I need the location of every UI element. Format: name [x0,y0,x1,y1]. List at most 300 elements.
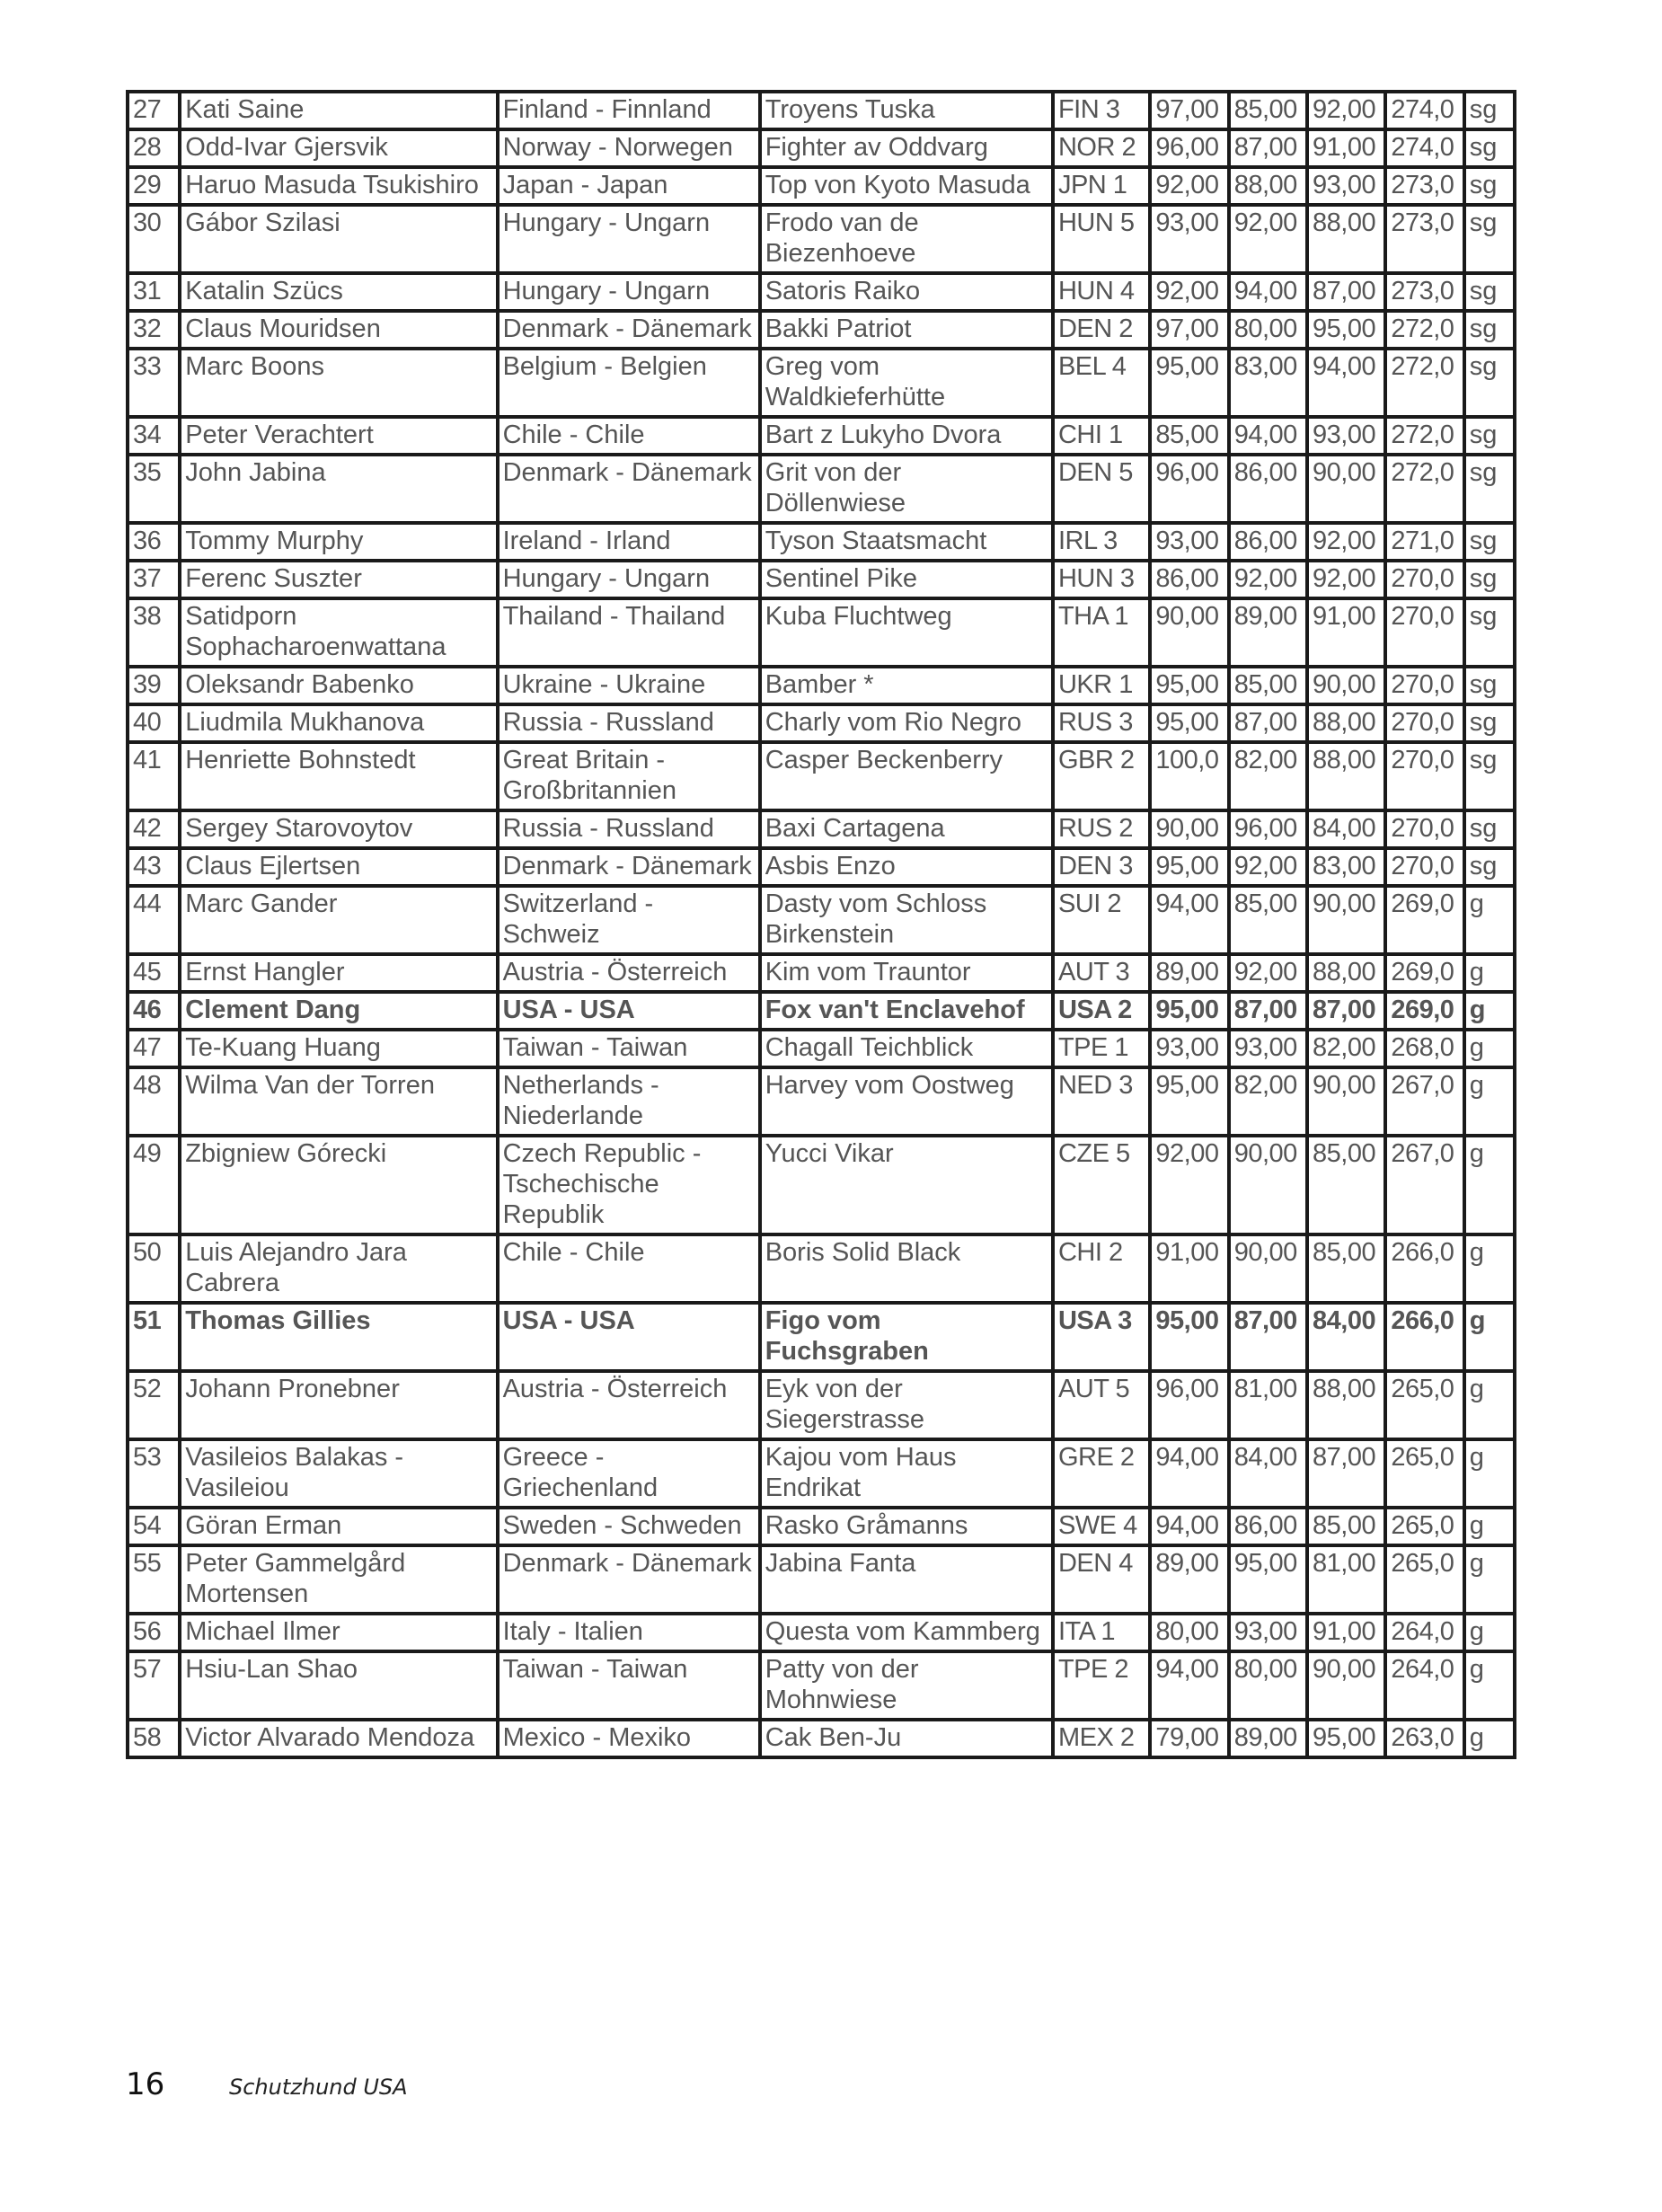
score-c-cell: 85,00 [1307,1234,1385,1303]
handler-cell: Gábor Szilasi [180,205,497,273]
score-b-cell: 96,00 [1229,810,1307,848]
country-cell: Switzerland - Schweiz [498,886,760,954]
country-cell: Finland - Finnland [498,92,760,129]
total-cell: 269,0 [1385,954,1463,992]
handler-cell: Michael Ilmer [180,1614,497,1651]
dog-name-cell: Bamber * [760,667,1053,704]
country-cell: USA - USA [498,1303,760,1371]
score-a-cell: 95,00 [1150,704,1228,742]
handler-cell: Satidporn Sophacharoenwattana [180,598,497,667]
table-row [128,1234,1515,1303]
score-a-cell: 97,00 [1150,92,1228,129]
score-c-cell: 92,00 [1307,523,1385,561]
table-row [128,349,1515,417]
score-b-cell: 87,00 [1229,129,1307,167]
score-b-cell: 92,00 [1229,954,1307,992]
handler-cell: Peter Verachtert [180,417,497,455]
score-b-cell: 81,00 [1229,1371,1307,1439]
score-a-cell: 95,00 [1150,667,1228,704]
score-a-cell: 95,00 [1150,349,1228,417]
rank-cell: 44 [128,886,180,954]
score-c-cell: 88,00 [1307,742,1385,810]
rating-cell: sg [1464,349,1515,417]
score-a-cell: 92,00 [1150,167,1228,205]
country-cell: Thailand - Thailand [498,598,760,667]
handler-cell: Liudmila Mukhanova [180,704,497,742]
rank-cell: 42 [128,810,180,848]
table-row [128,1720,1515,1757]
rank-cell: 29 [128,167,180,205]
handler-cell: Katalin Szücs [180,273,497,311]
country-cell: Taiwan - Taiwan [498,1651,760,1720]
score-a-cell: 92,00 [1150,1136,1228,1234]
rating-cell: g [1464,1720,1515,1757]
table-row [128,954,1515,992]
team-cell: MEX 2 [1053,1720,1150,1757]
rating-cell: g [1464,1030,1515,1067]
rank-cell: 50 [128,1234,180,1303]
rating-cell: g [1464,886,1515,954]
table-row [128,205,1515,273]
rank-cell: 46 [128,992,180,1030]
score-a-cell: 90,00 [1150,810,1228,848]
table-row [128,455,1515,523]
team-cell: CZE 5 [1053,1136,1150,1234]
rating-cell: g [1464,1439,1515,1508]
score-a-cell: 93,00 [1150,205,1228,273]
handler-cell: Göran Erman [180,1508,497,1545]
dog-name-cell: Fox van't Enclavehof [760,992,1053,1030]
rating-cell: sg [1464,92,1515,129]
country-cell: Belgium - Belgien [498,349,760,417]
handler-cell: Tommy Murphy [180,523,497,561]
handler-cell: Ferenc Suszter [180,561,497,598]
score-a-cell: 94,00 [1150,1508,1228,1545]
total-cell: 272,0 [1385,349,1463,417]
rank-cell: 54 [128,1508,180,1545]
score-c-cell: 90,00 [1307,1651,1385,1720]
total-cell: 273,0 [1385,167,1463,205]
score-a-cell: 95,00 [1150,848,1228,886]
dog-name-cell: Asbis Enzo [760,848,1053,886]
table-row [128,273,1515,311]
country-cell: Mexico - Mexiko [498,1720,760,1757]
handler-cell: Victor Alvarado Mendoza [180,1720,497,1757]
total-cell: 270,0 [1385,848,1463,886]
score-b-cell: 92,00 [1229,561,1307,598]
handler-cell: Kati Saine [180,92,497,129]
team-cell: HUN 5 [1053,205,1150,273]
total-cell: 263,0 [1385,1720,1463,1757]
table-row [128,561,1515,598]
handler-cell: Peter Gammelgård Mortensen [180,1545,497,1614]
country-cell: Hungary - Ungarn [498,273,760,311]
rating-cell: g [1464,1651,1515,1720]
table-row [128,523,1515,561]
rank-cell: 35 [128,455,180,523]
dog-name-cell: Troyens Tuska [760,92,1053,129]
team-cell: THA 1 [1053,598,1150,667]
team-cell: SWE 4 [1053,1508,1150,1545]
dog-name-cell: Chagall Teichblick [760,1030,1053,1067]
handler-cell: Clement Dang [180,992,497,1030]
team-cell: BEL 4 [1053,349,1150,417]
score-a-cell: 96,00 [1150,1371,1228,1439]
score-b-cell: 94,00 [1229,417,1307,455]
rating-cell: sg [1464,129,1515,167]
handler-cell: Zbigniew Górecki [180,1136,497,1234]
score-b-cell: 92,00 [1229,205,1307,273]
score-a-cell: 100,0 [1150,742,1228,810]
score-a-cell: 90,00 [1150,598,1228,667]
total-cell: 272,0 [1385,311,1463,349]
score-c-cell: 88,00 [1307,954,1385,992]
score-b-cell: 83,00 [1229,349,1307,417]
results-table-body [128,92,1515,1757]
score-b-cell: 87,00 [1229,704,1307,742]
rank-cell: 45 [128,954,180,992]
country-cell: Japan - Japan [498,167,760,205]
country-cell: Chile - Chile [498,1234,760,1303]
score-b-cell: 93,00 [1229,1614,1307,1651]
total-cell: 265,0 [1385,1508,1463,1545]
dog-name-cell: Bart z Lukyho Dvora [760,417,1053,455]
score-c-cell: 83,00 [1307,848,1385,886]
dog-name-cell: Rasko Gråmanns [760,1508,1053,1545]
rating-cell: g [1464,1614,1515,1651]
country-cell: Sweden - Schweden [498,1508,760,1545]
table-row [128,1067,1515,1136]
total-cell: 274,0 [1385,129,1463,167]
team-cell: RUS 2 [1053,810,1150,848]
score-c-cell: 90,00 [1307,1067,1385,1136]
handler-cell: Oleksandr Babenko [180,667,497,704]
team-cell: NED 3 [1053,1067,1150,1136]
handler-cell: Marc Gander [180,886,497,954]
score-c-cell: 88,00 [1307,1371,1385,1439]
team-cell: GBR 2 [1053,742,1150,810]
country-cell: Netherlands - Niederlande [498,1067,760,1136]
team-cell: DEN 5 [1053,455,1150,523]
country-cell: Denmark - Dänemark [498,455,760,523]
rating-cell: sg [1464,417,1515,455]
team-cell: UKR 1 [1053,667,1150,704]
total-cell: 274,0 [1385,92,1463,129]
dog-name-cell: Casper Beckenberry [760,742,1053,810]
score-c-cell: 90,00 [1307,886,1385,954]
score-a-cell: 93,00 [1150,523,1228,561]
rank-cell: 30 [128,205,180,273]
score-b-cell: 89,00 [1229,1720,1307,1757]
rating-cell: g [1464,992,1515,1030]
dog-name-cell: Tyson Staatsmacht [760,523,1053,561]
team-cell: HUN 3 [1053,561,1150,598]
score-b-cell: 80,00 [1229,1651,1307,1720]
team-cell: NOR 2 [1053,129,1150,167]
rank-cell: 27 [128,92,180,129]
score-a-cell: 86,00 [1150,561,1228,598]
country-cell: Great Britain - Großbritannien [498,742,760,810]
score-c-cell: 82,00 [1307,1030,1385,1067]
score-a-cell: 89,00 [1150,1545,1228,1614]
rank-cell: 56 [128,1614,180,1651]
dog-name-cell: Top von Kyoto Masuda [760,167,1053,205]
score-b-cell: 90,00 [1229,1234,1307,1303]
team-cell: AUT 5 [1053,1371,1150,1439]
table-row [128,1614,1515,1651]
rating-cell: sg [1464,273,1515,311]
rank-cell: 28 [128,129,180,167]
score-c-cell: 84,00 [1307,810,1385,848]
handler-cell: Claus Ejlertsen [180,848,497,886]
rank-cell: 33 [128,349,180,417]
table-row [128,742,1515,810]
score-a-cell: 95,00 [1150,1067,1228,1136]
total-cell: 272,0 [1385,417,1463,455]
country-cell: Taiwan - Taiwan [498,1030,760,1067]
score-b-cell: 86,00 [1229,455,1307,523]
rating-cell: sg [1464,561,1515,598]
country-cell: Chile - Chile [498,417,760,455]
rank-cell: 34 [128,417,180,455]
table-row [128,92,1515,129]
handler-cell: Haruo Masuda Tsukishiro [180,167,497,205]
total-cell: 267,0 [1385,1067,1463,1136]
total-cell: 264,0 [1385,1651,1463,1720]
country-cell: Czech Republic - Tschechische Republik [498,1136,760,1234]
score-b-cell: 95,00 [1229,1545,1307,1614]
score-a-cell: 85,00 [1150,417,1228,455]
table-row [128,311,1515,349]
table-row [128,1030,1515,1067]
dog-name-cell: Patty von der Mohnwiese [760,1651,1053,1720]
dog-name-cell: Bakki Patriot [760,311,1053,349]
total-cell: 270,0 [1385,810,1463,848]
dog-name-cell: Satoris Raiko [760,273,1053,311]
total-cell: 270,0 [1385,667,1463,704]
rating-cell: sg [1464,704,1515,742]
score-a-cell: 94,00 [1150,886,1228,954]
team-cell: TPE 2 [1053,1651,1150,1720]
score-a-cell: 97,00 [1150,311,1228,349]
rank-cell: 53 [128,1439,180,1508]
table-row [128,1303,1515,1371]
team-cell: GRE 2 [1053,1439,1150,1508]
score-b-cell: 84,00 [1229,1439,1307,1508]
score-c-cell: 87,00 [1307,992,1385,1030]
rank-cell: 39 [128,667,180,704]
team-cell: TPE 1 [1053,1030,1150,1067]
score-c-cell: 87,00 [1307,273,1385,311]
dog-name-cell: Frodo van de Biezenhoeve [760,205,1053,273]
team-cell: USA 3 [1053,1303,1150,1371]
rating-cell: sg [1464,598,1515,667]
rank-cell: 37 [128,561,180,598]
rank-cell: 57 [128,1651,180,1720]
score-b-cell: 87,00 [1229,1303,1307,1371]
country-cell: Hungary - Ungarn [498,205,760,273]
team-cell: DEN 2 [1053,311,1150,349]
publication-title: Schutzhund USA [229,2075,408,2100]
score-b-cell: 82,00 [1229,742,1307,810]
page-footer [126,2066,408,2102]
score-c-cell: 81,00 [1307,1545,1385,1614]
table-row [128,1371,1515,1439]
dog-name-cell: Greg vom Waldkieferhütte [760,349,1053,417]
country-cell: Hungary - Ungarn [498,561,760,598]
score-c-cell: 90,00 [1307,455,1385,523]
rank-cell: 58 [128,1720,180,1757]
dog-name-cell: Kajou vom Haus Endrikat [760,1439,1053,1508]
score-c-cell: 88,00 [1307,205,1385,273]
table-row [128,886,1515,954]
total-cell: 270,0 [1385,598,1463,667]
score-c-cell: 90,00 [1307,667,1385,704]
total-cell: 268,0 [1385,1030,1463,1067]
rank-cell: 47 [128,1030,180,1067]
score-c-cell: 91,00 [1307,129,1385,167]
dog-name-cell: Sentinel Pike [760,561,1053,598]
dog-name-cell: Baxi Cartagena [760,810,1053,848]
handler-cell: Luis Alejandro Jara Cabrera [180,1234,497,1303]
dog-name-cell: Fighter av Oddvarg [760,129,1053,167]
rank-cell: 31 [128,273,180,311]
country-cell: Russia - Russland [498,704,760,742]
total-cell: 270,0 [1385,561,1463,598]
score-c-cell: 93,00 [1307,417,1385,455]
team-cell: USA 2 [1053,992,1150,1030]
country-cell: Norway - Norwegen [498,129,760,167]
rank-cell: 32 [128,311,180,349]
score-b-cell: 88,00 [1229,167,1307,205]
total-cell: 273,0 [1385,273,1463,311]
handler-cell: Sergey Starovoytov [180,810,497,848]
table-row [128,1136,1515,1234]
dog-name-cell: Kim vom Trauntor [760,954,1053,992]
score-b-cell: 89,00 [1229,598,1307,667]
rank-cell: 55 [128,1545,180,1614]
rank-cell: 48 [128,1067,180,1136]
rating-cell: g [1464,1136,1515,1234]
total-cell: 267,0 [1385,1136,1463,1234]
country-cell: Denmark - Dänemark [498,1545,760,1614]
dog-name-cell: Boris Solid Black [760,1234,1053,1303]
team-cell: HUN 4 [1053,273,1150,311]
table-row [128,848,1515,886]
total-cell: 269,0 [1385,886,1463,954]
dog-name-cell: Yucci Vikar [760,1136,1053,1234]
team-cell: DEN 4 [1053,1545,1150,1614]
score-c-cell: 85,00 [1307,1508,1385,1545]
total-cell: 264,0 [1385,1614,1463,1651]
rating-cell: sg [1464,810,1515,848]
total-cell: 269,0 [1385,992,1463,1030]
handler-cell: Te-Kuang Huang [180,1030,497,1067]
score-c-cell: 85,00 [1307,1136,1385,1234]
country-cell: Ukraine - Ukraine [498,667,760,704]
table-row [128,810,1515,848]
score-c-cell: 91,00 [1307,598,1385,667]
country-cell: Austria - Österreich [498,1371,760,1439]
score-b-cell: 85,00 [1229,886,1307,954]
handler-cell: Wilma Van der Torren [180,1067,497,1136]
score-b-cell: 92,00 [1229,848,1307,886]
rating-cell: sg [1464,742,1515,810]
score-b-cell: 85,00 [1229,667,1307,704]
score-a-cell: 96,00 [1150,129,1228,167]
dog-name-cell: Eyk von der Siegerstrasse [760,1371,1053,1439]
handler-cell: Ernst Hangler [180,954,497,992]
score-a-cell: 89,00 [1150,954,1228,992]
team-cell: JPN 1 [1053,167,1150,205]
total-cell: 273,0 [1385,205,1463,273]
dog-name-cell: Charly vom Rio Negro [760,704,1053,742]
rank-cell: 41 [128,742,180,810]
dog-name-cell: Jabina Fanta [760,1545,1053,1614]
rank-cell: 52 [128,1371,180,1439]
rating-cell: sg [1464,167,1515,205]
score-c-cell: 87,00 [1307,1439,1385,1508]
country-cell: Ireland - Irland [498,523,760,561]
score-a-cell: 95,00 [1150,1303,1228,1371]
total-cell: 271,0 [1385,523,1463,561]
country-cell: Greece - Griechenland [498,1439,760,1508]
dog-name-cell: Dasty vom Schloss Birkenstein [760,886,1053,954]
score-a-cell: 80,00 [1150,1614,1228,1651]
total-cell: 265,0 [1385,1439,1463,1508]
country-cell: USA - USA [498,992,760,1030]
score-a-cell: 96,00 [1150,455,1228,523]
score-c-cell: 92,00 [1307,561,1385,598]
rating-cell: g [1464,1234,1515,1303]
total-cell: 270,0 [1385,742,1463,810]
rank-cell: 43 [128,848,180,886]
table-row [128,704,1515,742]
rating-cell: sg [1464,205,1515,273]
score-b-cell: 86,00 [1229,1508,1307,1545]
handler-cell: Hsiu-Lan Shao [180,1651,497,1720]
rank-cell: 49 [128,1136,180,1234]
table-row [128,417,1515,455]
rank-cell: 40 [128,704,180,742]
score-a-cell: 91,00 [1150,1234,1228,1303]
total-cell: 265,0 [1385,1371,1463,1439]
rating-cell: g [1464,954,1515,992]
table-row [128,1439,1515,1508]
score-a-cell: 94,00 [1150,1651,1228,1720]
team-cell: CHI 2 [1053,1234,1150,1303]
score-c-cell: 95,00 [1307,311,1385,349]
team-cell: SUI 2 [1053,886,1150,954]
rating-cell: g [1464,1508,1515,1545]
table-row [128,129,1515,167]
dog-name-cell: Harvey vom Oostweg [760,1067,1053,1136]
total-cell: 272,0 [1385,455,1463,523]
team-cell: ITA 1 [1053,1614,1150,1651]
dog-name-cell: Cak Ben-Ju [760,1720,1053,1757]
score-a-cell: 95,00 [1150,992,1228,1030]
rating-cell: sg [1464,523,1515,561]
rating-cell: g [1464,1067,1515,1136]
rating-cell: sg [1464,311,1515,349]
country-cell: Denmark - Dänemark [498,848,760,886]
score-b-cell: 80,00 [1229,311,1307,349]
table-row [128,992,1515,1030]
score-c-cell: 94,00 [1307,349,1385,417]
rating-cell: g [1464,1371,1515,1439]
results-table [126,90,1516,1759]
country-cell: Denmark - Dänemark [498,311,760,349]
